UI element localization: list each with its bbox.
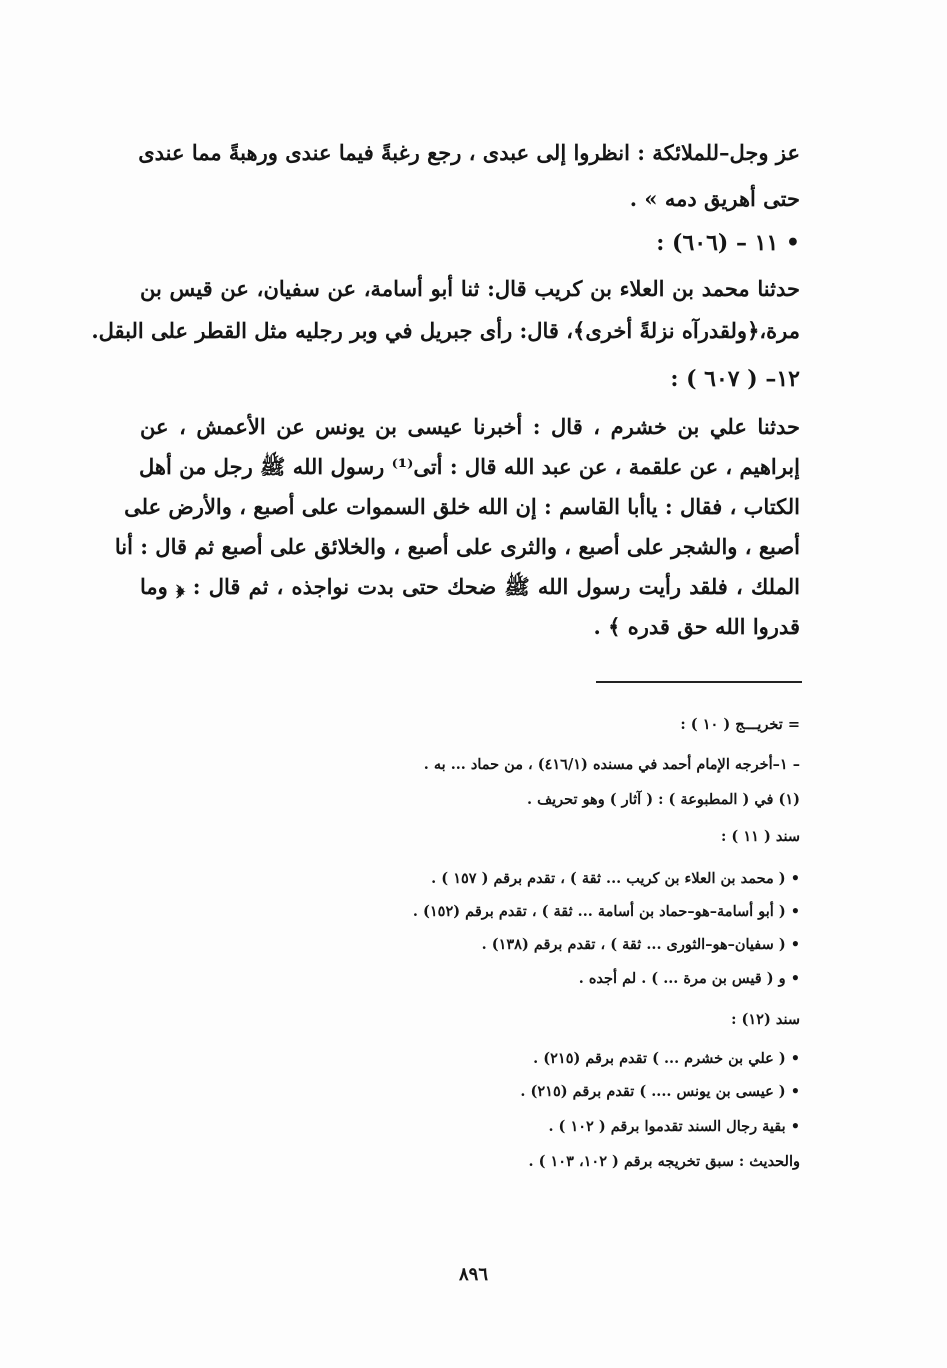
footnote-line: • ( عيسى بن يونس .... ) تقدم برقم (٢١٥) . — [520, 1083, 800, 1100]
footnote-line: • بقية رجال السند تقدموا برقم ( ١٠٢ ) . — [548, 1118, 800, 1135]
main-text-line: حدثنا علي بن خشرم ، قال : أخبرنا عيسى بن يونس عن الأعمش ، عن — [140, 414, 800, 439]
footnote-heading: سند ( ١١ ) : — [721, 828, 800, 845]
main-text-line: مرة،﴿ولقدرآه نزلةً أخرى﴾، قال: رأى جبريل في وبر رجليه مثل القطر على البقل. — [91, 318, 800, 343]
hadith-heading: • ١١ – (٦٠٦) : — [656, 230, 800, 256]
main-text-line: الملك ، فلقد رأيت رسول الله ﷺ ضحك حتى بدت نواجذه ، ثم قال : ﴿ وما — [140, 574, 800, 599]
footnote-line: • ( أبو أسامة–هو–حماد بن أسامة ... ثقة ) ، تقدم برقم (١٥٢) . — [412, 903, 800, 920]
footnote-line: • ( محمد بن العلاء بن كريب ... ثقة ) ، تقدم برقم ( ١٥٧ ) . — [431, 870, 800, 887]
footnote-heading: = تخريـــج ( ١٠ ) : — [680, 716, 800, 733]
footnote-line: • ( علي بن خشرم ... ) تقدم برقم (٢١٥) . — [533, 1050, 800, 1067]
main-text-line: إبراهيم ، عن علقمة ، عن عبد الله قال : أتى⁽¹⁾ رسول الله ﷺ رجل من أهل — [139, 454, 800, 479]
main-text-line: أصبع ، والشجر على أصبع ، والثرى على أصبع ، والخلائق على أصبع ثم قال : أنا — [114, 534, 800, 559]
hadith-heading: ١٢– ( ٦٠٧ ) : — [670, 366, 800, 392]
main-text-line: حتى أهريق دمه » . — [629, 186, 800, 211]
footnote-line: • ( سفيان–هو–الثورى ... ثقة ) ، تقدم برقم (١٣٨) . — [481, 936, 800, 953]
footnote-line: – ١–أخرجه الإمام أحمد في مسنده (٤١٦/١) ، من حماد ... به . — [423, 756, 800, 773]
footnote-heading: سند (١٢) : — [731, 1011, 800, 1028]
main-text-line: قدروا الله حق قدره ﴾ . — [593, 614, 800, 639]
main-text-line: حدثنا محمد بن العلاء بن كريب قال: ثنا أبو أسامة، عن سفيان، عن قيس بن — [140, 276, 800, 301]
page-number: ٨٩٦ — [458, 1264, 488, 1285]
footnote-separator — [596, 681, 802, 683]
footnote-line: • و ( قيس بن مرة ... ) . لم أجده . — [578, 970, 800, 987]
main-text-line: عز وجل–للملائكة : انظروا إلى عبدى ، رجع رغبةً فيما عندى ورهبةً مما عندى — [138, 140, 800, 165]
footnote-line: (١) في ( المطبوعة ) : ( آثار ) وهو تحريف . — [526, 791, 800, 808]
footnote-line: والحديث : سبق تخريجه برقم ( ١٠٢، ١٠٣ ) . — [528, 1153, 800, 1170]
main-text-line: الكتاب ، فقال : ياأبا القاسم : إن الله خلق السموات على أصبع ، والأرض على — [124, 494, 800, 519]
